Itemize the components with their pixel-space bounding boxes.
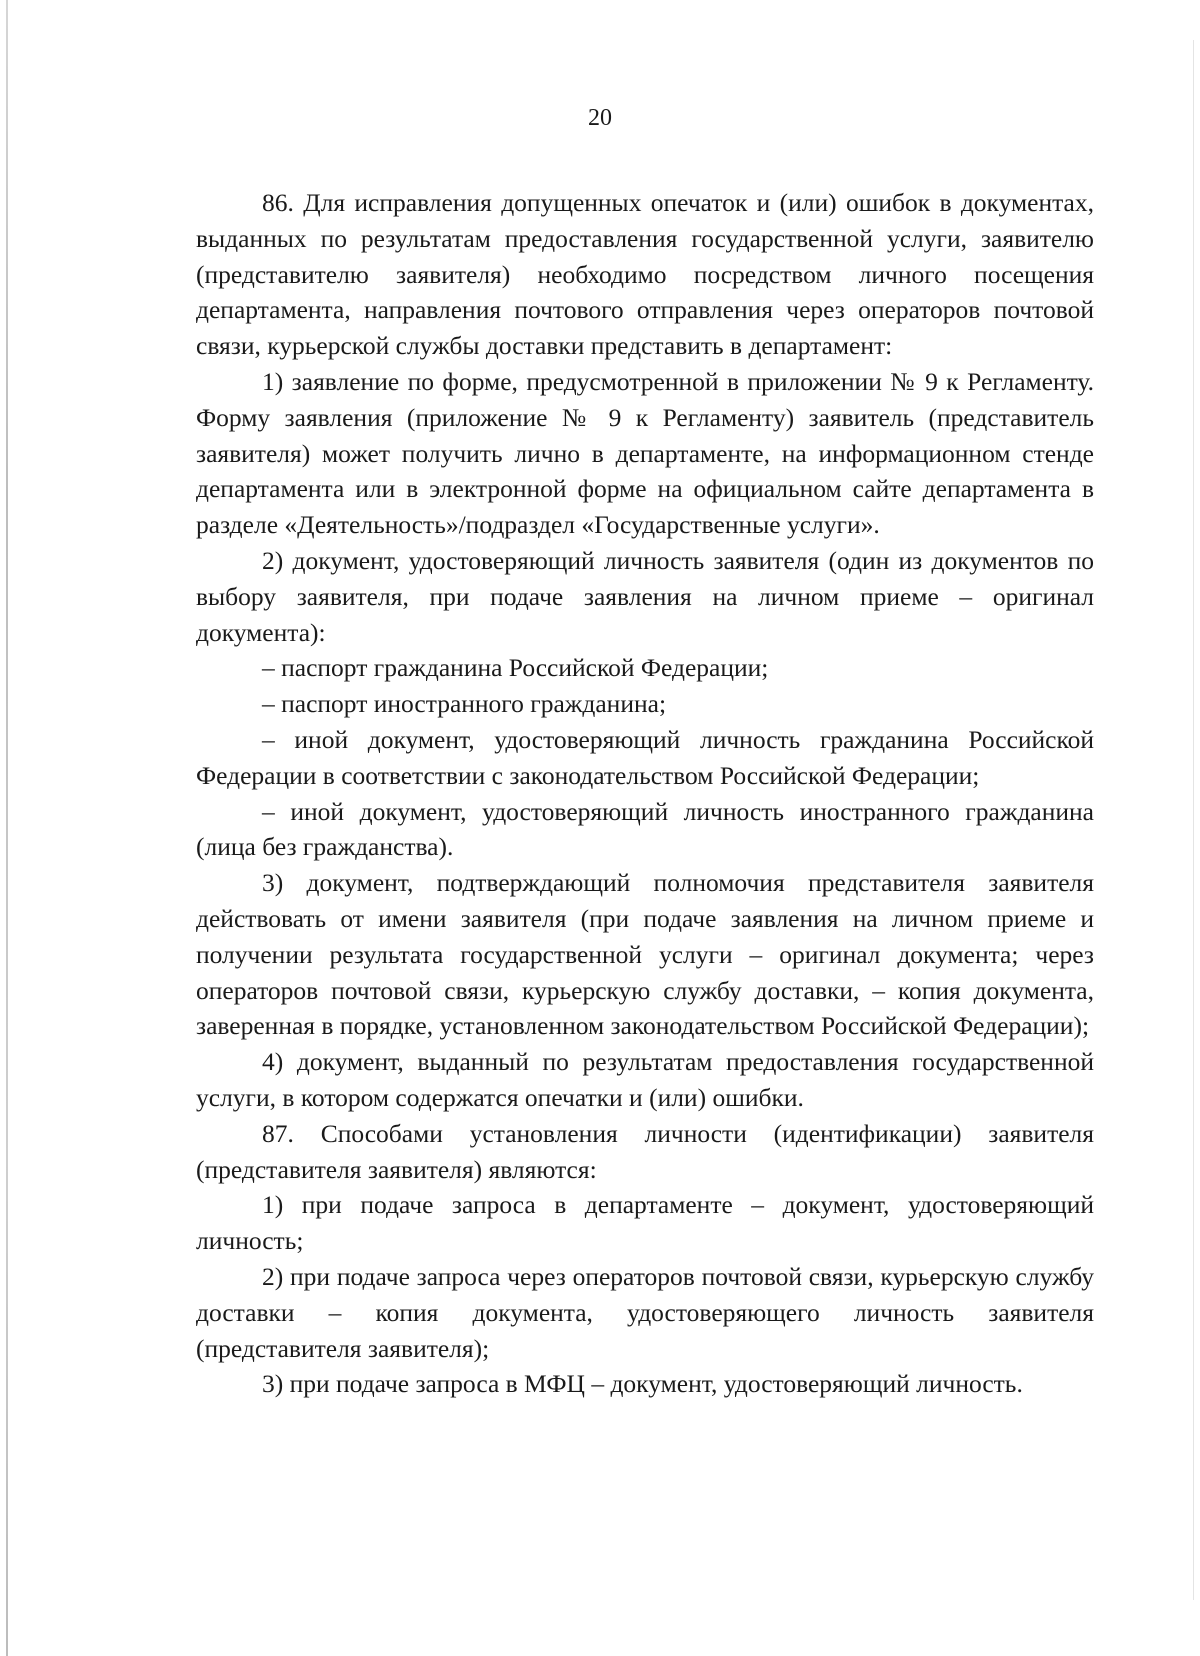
list-item-other-doc-rf: – иной документ, удостоверяющий личность гражданина Российской Федерации в соответствии с законодательством Российской Федерации; [196, 724, 1094, 790]
list-item-passport-rf: – паспорт гражданина Российской Федерации; [262, 653, 769, 683]
paragraph-87-intro: 87. Способами установления личности (идентификации) заявителя (представителя заявителя) являются: [196, 1118, 1094, 1184]
paragraph-86-item-4: 4) документ, выданный по результатам предоставления государственной услуги, в котором содержатся опечатки и (или) ошибки. [196, 1047, 1094, 1112]
list-item-other-doc-foreign: – иной документ, удостоверяющий личность иностранного гражданина (лица без гражданства). [196, 796, 1094, 862]
page-number: 20 [588, 105, 612, 131]
paragraph-86-item-3: 3) документ, подтверждающий полномочия представителя заявителя действовать от имени заявителя (при подаче заявления на личном приеме и получении результата государственной услуги – оригинал документа; через операторов почтовой связи, курьерскую службу доставки, – копия документа, заверенная в порядке, установленном законодательством Российской Федерации); [196, 868, 1094, 1041]
paragraph-87-item-1: 1) при подаче запроса в департаменте – документ, удостоверяющий личность; [196, 1190, 1094, 1256]
list-item-passport-foreign: – паспорт иностранного гражданина; [262, 689, 667, 719]
paragraph-86-intro: 86. Для исправления допущенных опечаток и (или) ошибок в документах, выданных по результатам предоставления государственной услуги, заявителю (представителю заявителя) необходимо посредством личного посещения департамента, направления почтового отправления через операторов почтовой связи, курьерской службы доставки представить в департамент: [196, 188, 1094, 361]
paragraph-86-item-1: 1) заявление по форме, предусмотренной в приложении № 9 к Регламенту. Форму заявления (приложение № 9 к Регламенту) заявитель (представитель заявителя) может получить лично в департаменте, на информационном стенде департамента или в электронной форме на официальном сайте департамента в разделе «Деятельность»/подраздел «Государственные услуги». [196, 366, 1094, 540]
paragraph-87-item-3: 3) при подаче запроса в МФЦ – документ, удостоверяющий личность. [262, 1369, 1023, 1399]
paragraph-86-item-2: 2) документ, удостоверяющий личность заявителя (один из документов по выбору заявителя, при подаче заявления на личном приеме – оригинал документа): [196, 545, 1094, 647]
document-body [196, 185, 1094, 1402]
scan-edge-left [6, 0, 8, 1656]
scan-edge-right [1193, 40, 1194, 1600]
paragraph-87-item-2: 2) при подаче запроса через операторов почтовой связи, курьерскую службу доставки – копия документа, удостоверяющего личность заявителя (представителя заявителя); [196, 1261, 1094, 1363]
